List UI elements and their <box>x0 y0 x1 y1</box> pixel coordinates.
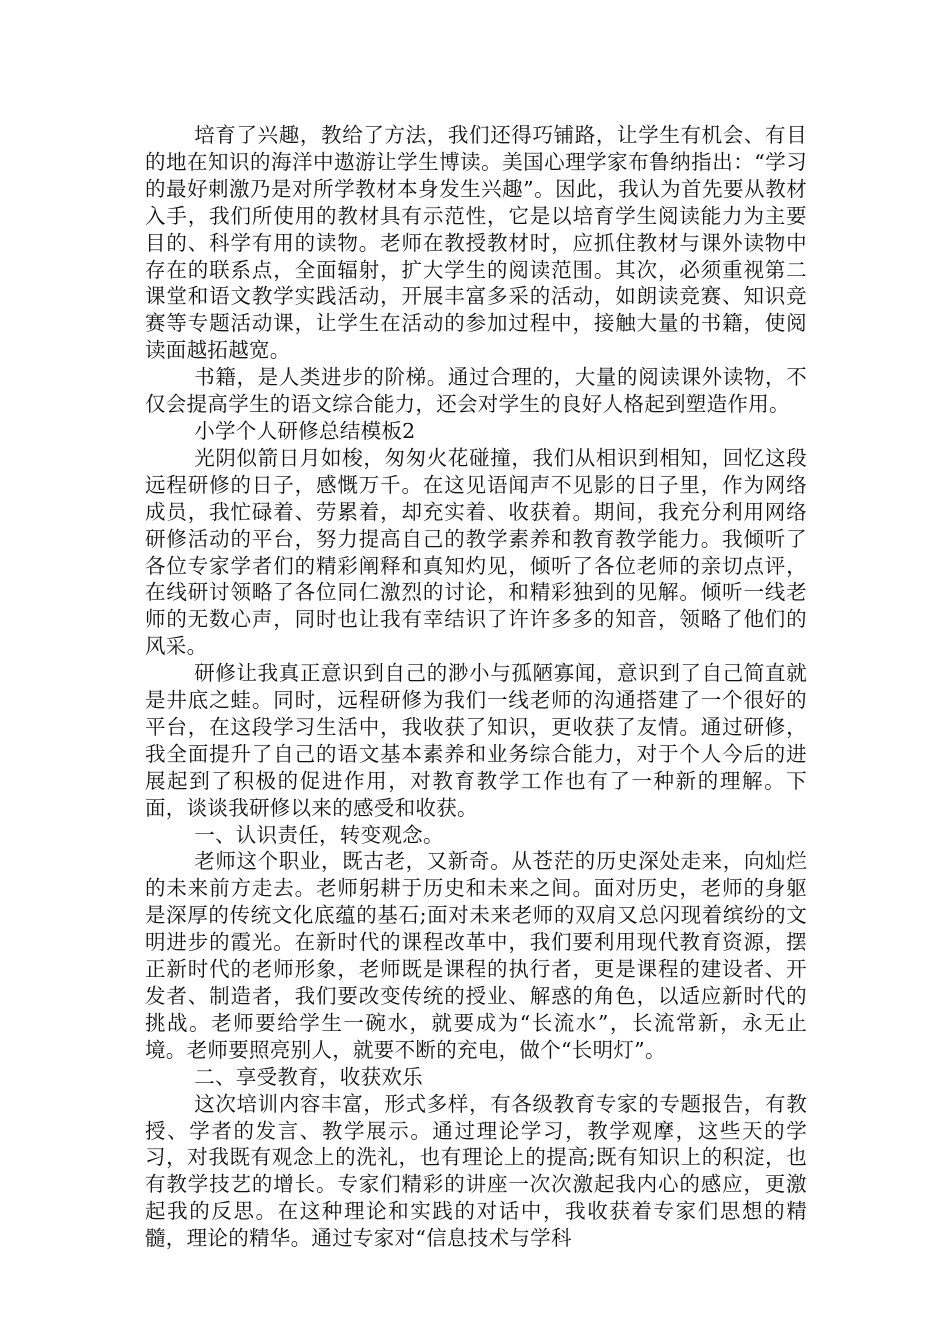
body-paragraph: 光阴似箭日月如梭，匆匆火花碰撞，我们从相识到相知，回忆这段远程研修的日子，感慨万千。在这见语闻声不见影的日子里，作为网络成员，我忙碌着、劳累着，却充实着、收获着。期间，我充分利用网络研修活动的平台，努力提高自己的教学素养和教育教学能力。我倾听了各位专家学者们的精彩阐释和真知灼见，倾听了各位老师的亲切点评，在线研讨领略了各位同仁激烈的讨论，和精彩独到的见解。倾听一线老师的无数心声，同时也让我有幸结识了许许多多的知音，领略了他们的风采。 <box>145 445 807 659</box>
document-page <box>145 122 807 1252</box>
body-paragraph: 研修让我真正意识到自己的渺小与孤陋寡闻，意识到了自己简直就是井底之蛙。同时，远程研修为我们一线老师的沟通搭建了一个很好的平台，在这段学习生活中，我收获了知识，更收获了友情。通过研修，我全面提升了自己的语文基本素养和业务综合能力，对于个人今后的进展起到了积极的促进作用，对教育教学工作也有了一种新的理解。下面，谈谈我研修以来的感受和收获。 <box>145 661 807 820</box>
body-paragraph: 培育了兴趣，教给了方法，我们还得巧铺路，让学生有机会、有目的地在知识的海洋中遨游让学生博读。美国心理学家布鲁纳指出：“学习的最好刺激乃是对所学教材本身发生兴趣”。因此，我认为首先要从教材入手，我们所使用的教材具有示范性，它是以培育学生阅读能力为主要目的、科学有用的读物。老师在教授教材时，应抓住教材与课外读物中存在的联系点，全面辐射，扩大学生的阅读范围。其次，必须重视第二课堂和语文教学实践活动，开展丰富多采的活动，如朗读竞赛、知识竞赛等专题活动课，让学生在活动的参加过程中，接触大量的书籍，使阅读面越拓越宽。 <box>145 123 807 363</box>
body-paragraph: 这次培训内容丰富，形式多样，有各级教育专家的专题报告，有教授、学者的发言、教学展示。通过理论学习，教学观摩，这些天的学习，对我既有观念上的洗礼，也有理论上的提高;既有知识上的积淀，也有教学技艺的增长。专家们精彩的讲座一次次激起我内心的感应，更激起我的反思。在这种理论和实践的对话中，我收获着专家们思想的精髓，理论的精华。通过专家对“信息技术与学科 <box>145 1091 807 1251</box>
section-heading: 一、认识责任，转变观念。 <box>194 822 444 847</box>
section-title: 小学个人研修总结模板2 <box>194 418 416 443</box>
body-paragraph: 老师这个职业，既古老，又新奇。从苍茫的历史深处走来，向灿烂的未来前方走去。老师躬耕于历史和未来之间。面对历史，老师的身躯是深厚的传统文化底蕴的基石;面对未来老师的双肩又总闪现着缤纷的文明进步的霞光。在新时代的课程改革中，我们要利用现代教育资源，摆正新时代的老师形象，老师既是课程的执行者，更是课程的建设者、开发者、制造者，我们要改变传统的授业、解惑的角色，以适应新时代的挑战。老师要给学生一碗水，就要成为“长流水”，长流常新，永无止境。老师要照亮别人，就要不断的充电，做个“长明灯”。 <box>145 849 807 1062</box>
body-paragraph: 书籍，是人类进步的阶梯。通过合理的，大量的阅读课外读物，不仅会提高学生的语文综合能力，还会对学生的良好人格起到塑造作用。 <box>145 365 807 417</box>
section-heading: 二、享受教育，收获欢乐 <box>194 1064 423 1089</box>
